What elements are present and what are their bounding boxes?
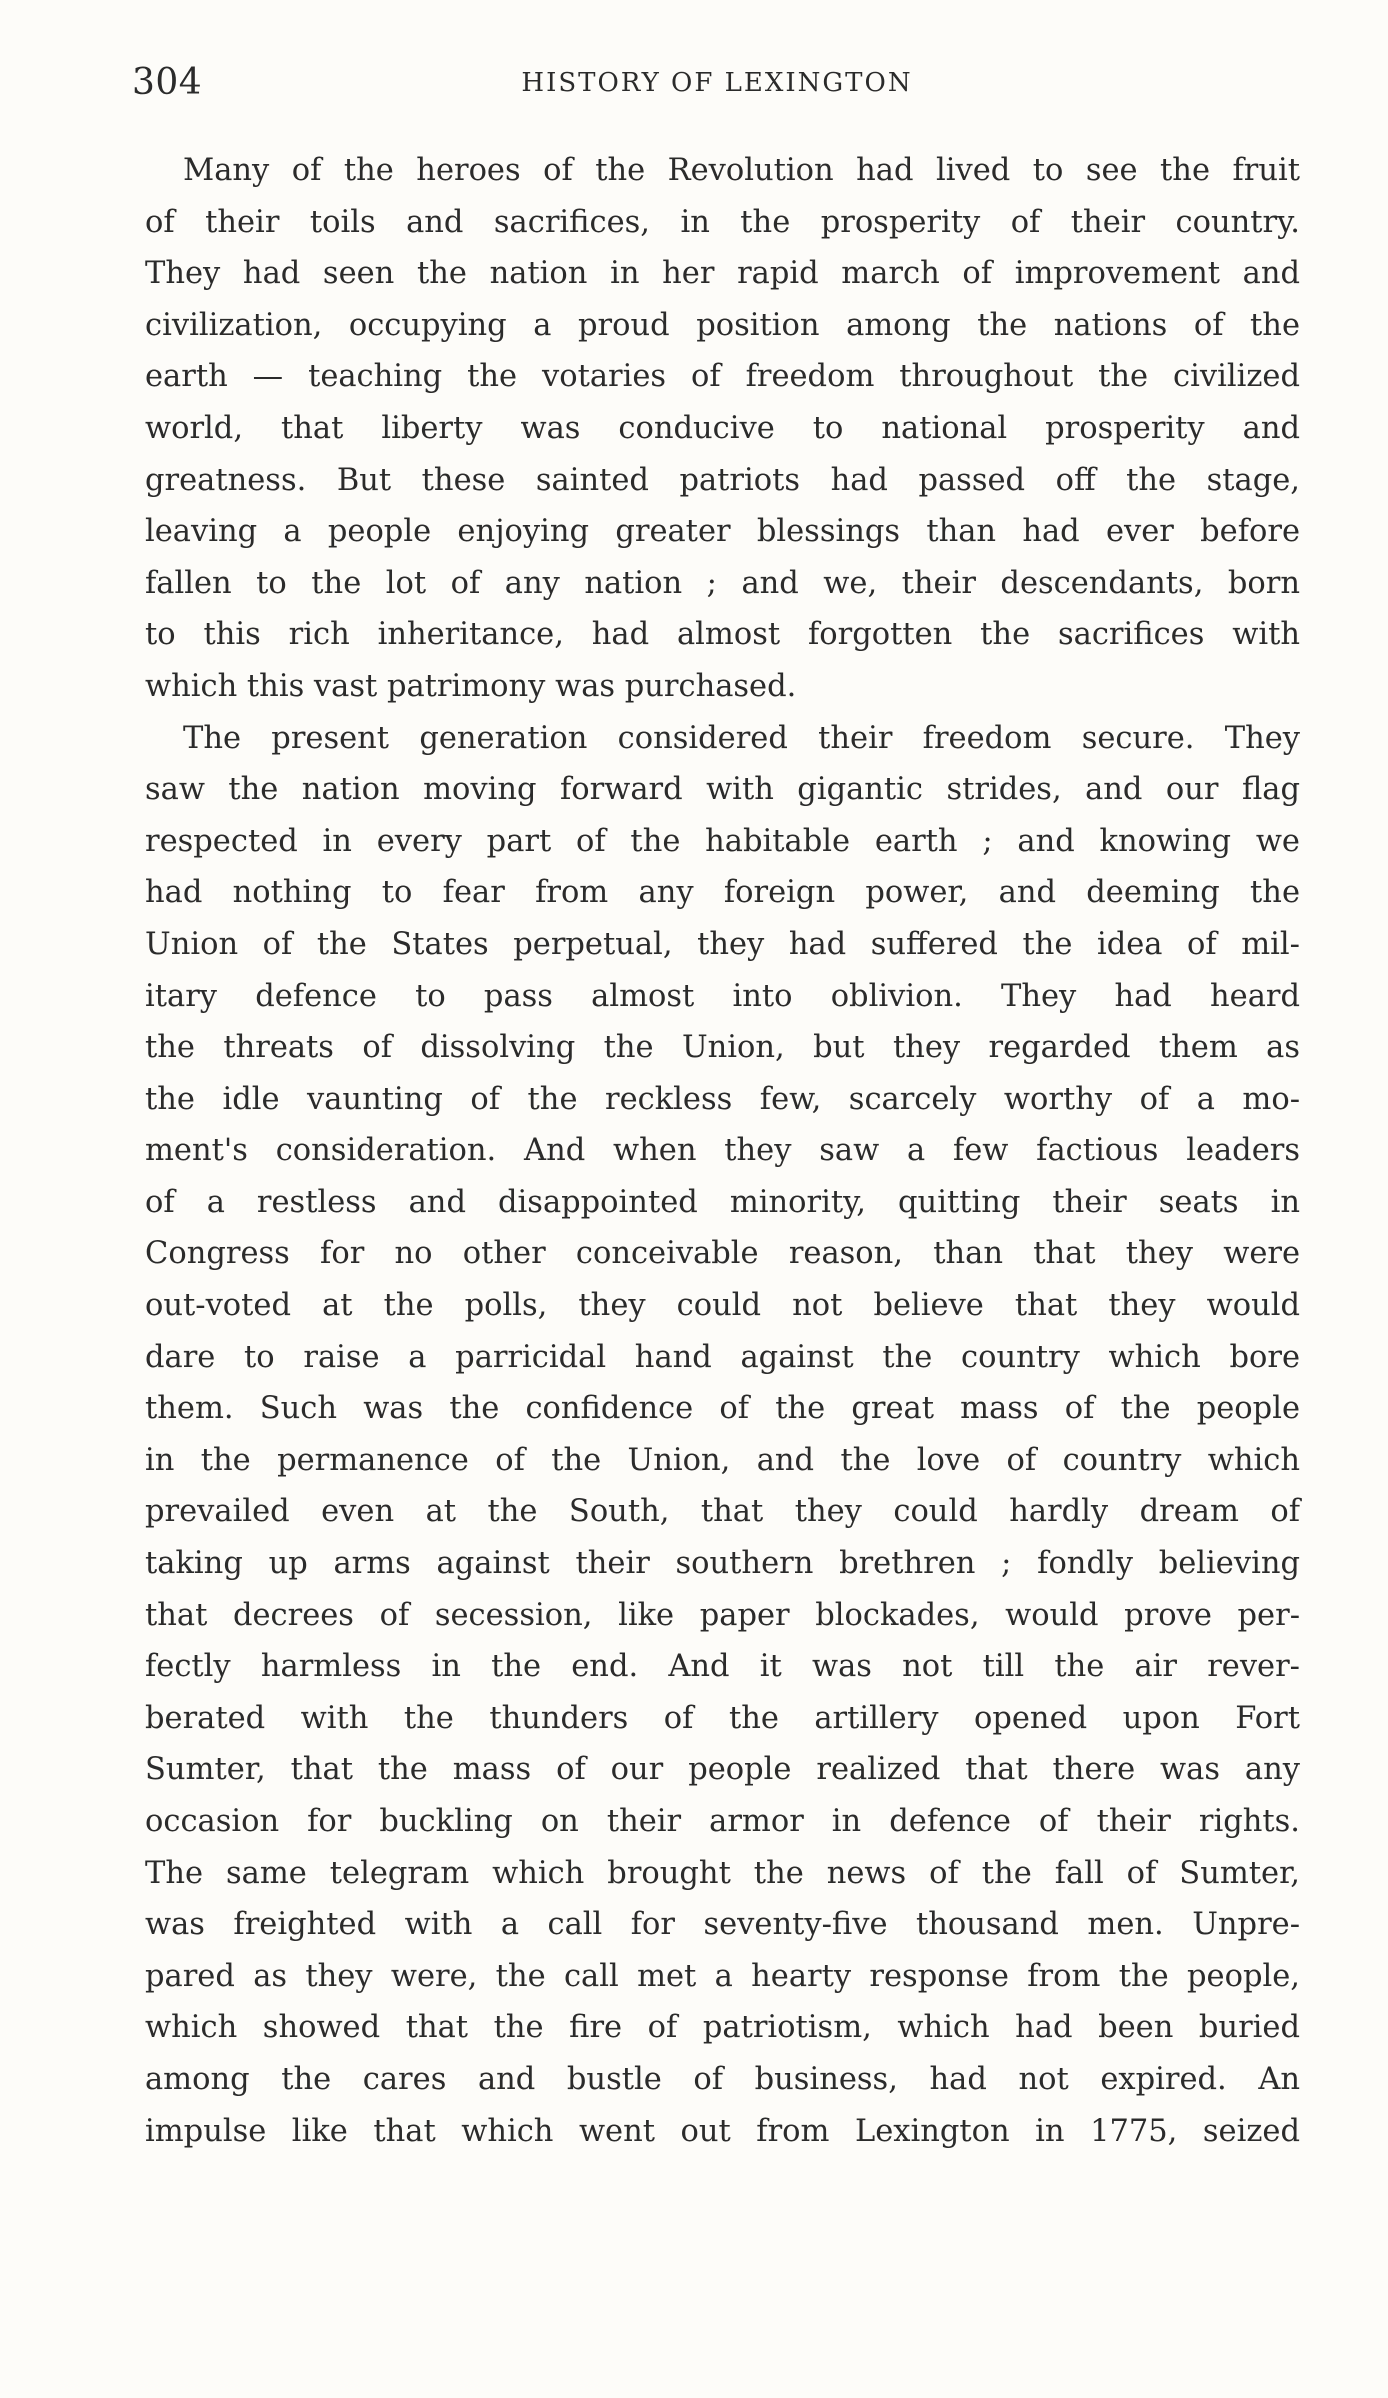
text-line: berated with the thunders of the artillery opened upon Fort (145, 1700, 1300, 1736)
text-line: taking up arms against their southern brethren ; fondly believing (145, 1546, 1300, 1582)
text-line: fectly harmless in the end. And it was not till the air rever- (145, 1649, 1300, 1685)
text-line: among the cares and bustle of business, had not expired. An (145, 2061, 1300, 2097)
text-line: respected in every part of the habitable earth ; and knowing we (145, 823, 1300, 859)
paragraph-1 (145, 145, 1300, 713)
text-line: dare to raise a parricidal hand against the country which bore (145, 1339, 1300, 1375)
text-line: that decrees of secession, like paper blockades, would prove per- (145, 1597, 1300, 1633)
text-line: fallen to the lot of any nation ; and we, their descendants, born (145, 565, 1300, 601)
text-line: pared as they were, the call met a hearty response from the people, (145, 1958, 1300, 1994)
text-line: had nothing to fear from any foreign power, and deeming the (145, 875, 1300, 911)
text-line: out-voted at the polls, they could not believe that they would (145, 1288, 1300, 1324)
text-line: occasion for buckling on their armor in defence of their rights. (145, 1804, 1300, 1839)
text-line: The same telegram which brought the news of the fall of Sumter, (145, 1855, 1300, 1891)
text-line: of their toils and sacrifices, in the prosperity of their country. (145, 204, 1300, 240)
text-line: The present generation considered their freedom secure. They (183, 720, 1300, 756)
text-line: which showed that the fire of patriotism, which had been buried (145, 2010, 1300, 2046)
running-title: HISTORY OF LEXINGTON (521, 68, 913, 98)
text-line: itary defence to pass almost into oblivion. They had heard (145, 978, 1300, 1014)
text-line: greatness. But these sainted patriots had passed off the stage, (145, 462, 1300, 498)
text-line: world, that liberty was conducive to national prosperity and (145, 410, 1300, 446)
text-line: impulse like that which went out from Lexington in 1775, seized (145, 2113, 1300, 2149)
running-head (132, 62, 1302, 112)
text-line: in the permanence of the Union, and the love of country which (145, 1442, 1300, 1478)
text-line: Sumter, that the mass of our people realized that there was any (145, 1752, 1300, 1788)
text-line: the idle vaunting of the reckless few, scarcely worthy of a mo- (145, 1081, 1300, 1117)
text-line: Congress for no other conceivable reason, than that they were (145, 1236, 1300, 1272)
text-line: civilization, occupying a proud position among the nations of the (145, 307, 1300, 343)
text-line: was freighted with a call for seventy-five thousand men. Unpre- (145, 1907, 1300, 1943)
text-line: saw the nation moving forward with gigantic strides, and our flag (145, 772, 1300, 808)
text-line: earth — teaching the votaries of freedom throughout the civilized (145, 359, 1300, 395)
text-line: to this rich inheritance, had almost forgotten the sacrifices with (145, 617, 1300, 653)
text-line: ment's consideration. And when they saw a few factious leaders (145, 1133, 1300, 1169)
text-line: Many of the heroes of the Revolution had lived to see the fruit (183, 153, 1300, 188)
text-line: leaving a people enjoying greater blessings than had ever before (145, 514, 1300, 550)
text-line: prevailed even at the South, that they could hardly dream of (145, 1494, 1300, 1530)
text-line: which this vast patrimony was purchased. (145, 668, 797, 704)
paragraph-2 (145, 713, 1300, 2158)
text-line: the threats of dissolving the Union, but they regarded them as (145, 1030, 1300, 1066)
text-line: Union of the States perpetual, they had suffered the idea of mil- (145, 926, 1300, 962)
page-number: 304 (132, 62, 203, 103)
text-line: of a restless and disappointed minority, quitting their seats in (145, 1184, 1300, 1220)
body-text (145, 145, 1300, 2157)
text-line: They had seen the nation in her rapid march of improvement and (145, 256, 1300, 292)
text-line: them. Such was the confidence of the great mass of the people (145, 1391, 1300, 1427)
